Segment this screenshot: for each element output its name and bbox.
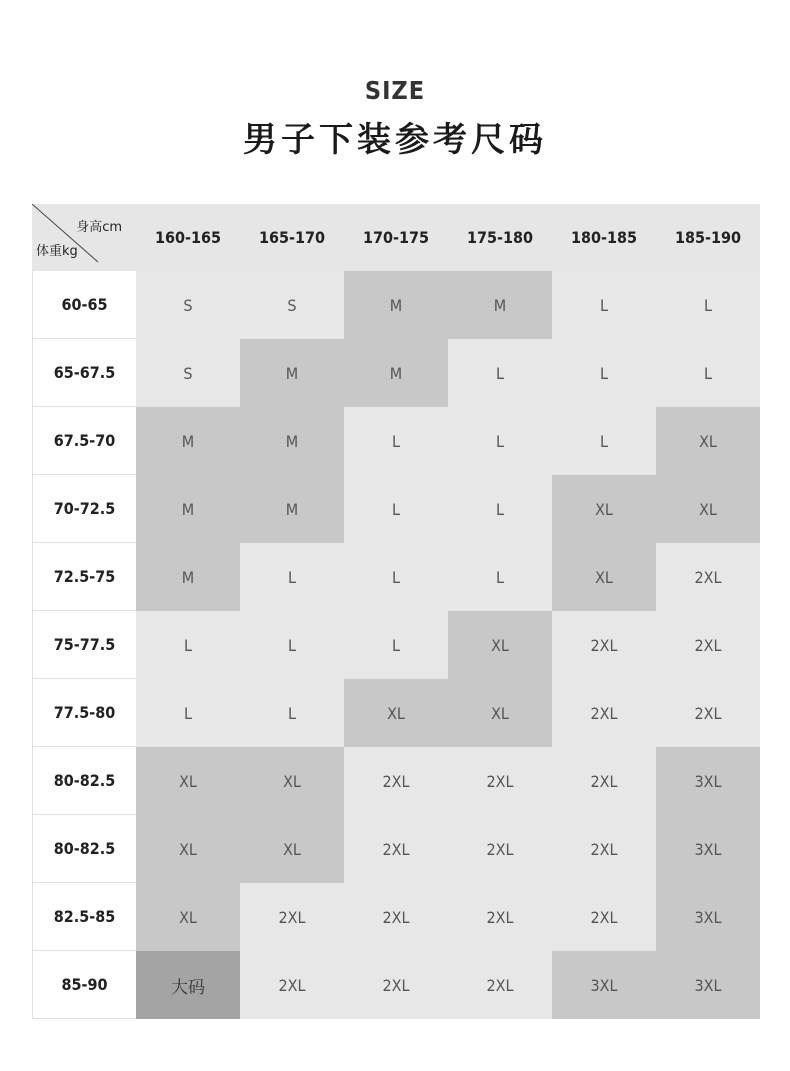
size-cell: 2XL: [552, 883, 656, 951]
size-cell: XL: [344, 679, 448, 747]
row-header-weight: 77.5-80: [32, 679, 136, 747]
size-cell: L: [240, 543, 344, 611]
size-cell: 2XL: [448, 747, 552, 815]
size-cell: 2XL: [552, 815, 656, 883]
size-cell: M: [240, 407, 344, 475]
row-header-weight: 65-67.5: [32, 339, 136, 407]
row-header-weight: 72.5-75: [32, 543, 136, 611]
size-cell: 3XL: [656, 883, 760, 951]
size-cell: L: [656, 271, 760, 339]
size-cell: L: [656, 339, 760, 407]
size-cell: XL: [136, 815, 240, 883]
weight-axis-label: 体重kg: [36, 244, 78, 259]
size-cell: L: [344, 407, 448, 475]
corner-diagonal-line: [32, 204, 136, 271]
size-cell: XL: [656, 475, 760, 543]
size-cell: S: [240, 271, 344, 339]
table-corner-header: [32, 204, 136, 271]
size-cell: 2XL: [552, 611, 656, 679]
size-cell: 2XL: [240, 883, 344, 951]
size-cell: M: [136, 543, 240, 611]
size-cell: XL: [448, 679, 552, 747]
size-cell: 2XL: [656, 611, 760, 679]
size-cell: 2XL: [240, 951, 344, 1019]
row-header-weight: 70-72.5: [32, 475, 136, 543]
size-cell: XL: [448, 611, 552, 679]
size-cell: 3XL: [656, 815, 760, 883]
row-header-weight: 80-82.5: [32, 747, 136, 815]
size-cell: 2XL: [552, 679, 656, 747]
size-cell: M: [136, 407, 240, 475]
size-cell: XL: [552, 543, 656, 611]
size-cell: L: [136, 679, 240, 747]
size-cell: 2XL: [344, 815, 448, 883]
row-header-weight: 85-90: [32, 951, 136, 1019]
size-cell: XL: [136, 883, 240, 951]
size-cell: 大码: [136, 951, 240, 1019]
size-cell: S: [136, 271, 240, 339]
size-cell: L: [448, 407, 552, 475]
column-header-height: 160-165: [136, 204, 240, 271]
size-cell: L: [240, 611, 344, 679]
column-header-height: 165-170: [240, 204, 344, 271]
size-cell: L: [240, 679, 344, 747]
size-cell: 2XL: [448, 951, 552, 1019]
column-header-height: 180-185: [552, 204, 656, 271]
size-cell: L: [448, 543, 552, 611]
column-header-height: 170-175: [344, 204, 448, 271]
size-label: SIZE: [364, 76, 426, 105]
size-cell: L: [552, 271, 656, 339]
size-cell: 3XL: [656, 951, 760, 1019]
row-header-weight: 75-77.5: [32, 611, 136, 679]
size-cell: M: [136, 475, 240, 543]
size-cell: L: [344, 543, 448, 611]
size-cell: L: [552, 407, 656, 475]
size-cell: 3XL: [656, 747, 760, 815]
size-cell: 2XL: [656, 679, 760, 747]
size-cell: XL: [552, 475, 656, 543]
size-cell: 2XL: [448, 883, 552, 951]
size-cell: L: [136, 611, 240, 679]
size-cell: XL: [656, 407, 760, 475]
size-cell: L: [448, 475, 552, 543]
size-cell: M: [344, 339, 448, 407]
row-header-weight: 60-65: [32, 271, 136, 339]
column-header-height: 175-180: [448, 204, 552, 271]
height-axis-label: 身高cm: [76, 220, 122, 235]
size-cell: 2XL: [344, 883, 448, 951]
size-cell: 3XL: [552, 951, 656, 1019]
page-title: 男子下装参考尺码: [243, 120, 547, 160]
size-cell: XL: [240, 747, 344, 815]
size-cell: M: [344, 271, 448, 339]
size-cell: XL: [136, 747, 240, 815]
size-cell: L: [552, 339, 656, 407]
row-header-weight: 80-82.5: [32, 815, 136, 883]
size-cell: XL: [240, 815, 344, 883]
row-header-weight: 82.5-85: [32, 883, 136, 951]
size-cell: L: [344, 475, 448, 543]
size-cell: 2XL: [344, 747, 448, 815]
column-header-height: 185-190: [656, 204, 760, 271]
size-cell: M: [448, 271, 552, 339]
size-cell: L: [344, 611, 448, 679]
size-chart-table: [32, 204, 760, 1017]
size-cell: 2XL: [448, 815, 552, 883]
size-cell: L: [448, 339, 552, 407]
size-cell: M: [240, 475, 344, 543]
size-cell: 2XL: [552, 747, 656, 815]
size-cell: 2XL: [344, 951, 448, 1019]
row-header-weight: 67.5-70: [32, 407, 136, 475]
size-cell: 2XL: [656, 543, 760, 611]
size-cell: M: [240, 339, 344, 407]
size-cell: S: [136, 339, 240, 407]
